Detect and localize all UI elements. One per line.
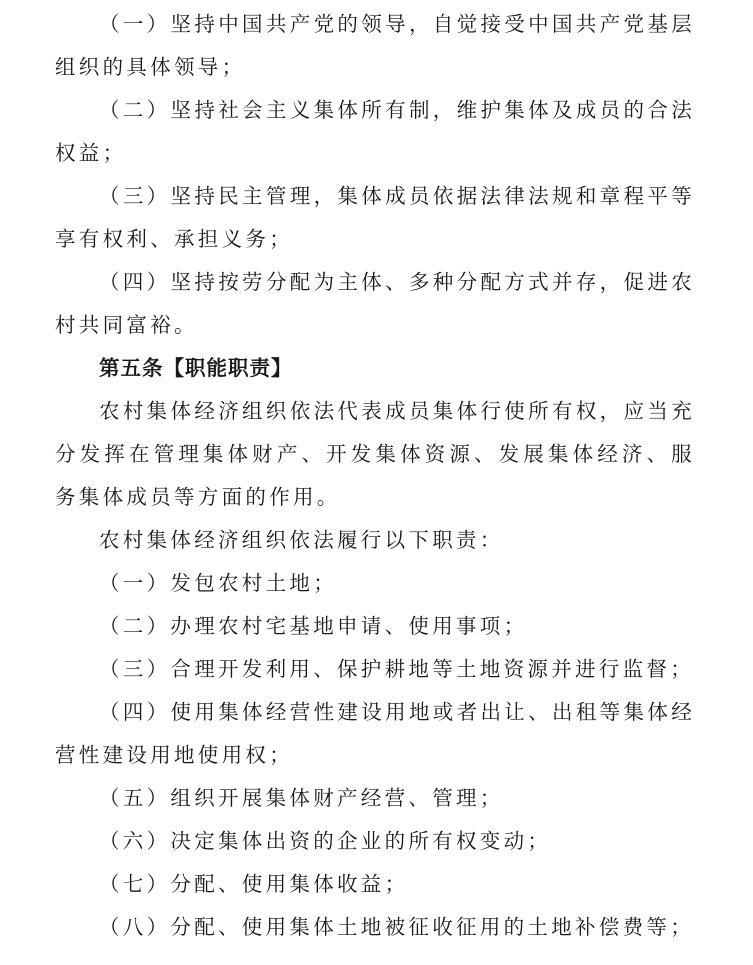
article-heading: 第五条【职能职责】 bbox=[99, 356, 293, 380]
duty-item-6: （六）决定集体出资的企业的所有权变动； bbox=[99, 829, 552, 853]
article-intro-paragraph: 农村集体经济组织依法代表成员集体行使所有权，应当充分发挥在管理集体财产、开发集体资源、发展集体经济、服务集体成员等方面的作用。 bbox=[55, 399, 695, 509]
duty-item-5: （五）组织开展集体财产经营、管理； bbox=[99, 786, 504, 810]
principle-item-1: （一）坚持中国共产党的领导，自觉接受中国共产党基层组织的具体领导； bbox=[55, 12, 695, 79]
duty-item-2: （二）办理农村宅基地申请、使用事项； bbox=[99, 614, 528, 638]
duties-intro-paragraph: 农村集体经济组织依法履行以下职责： bbox=[99, 528, 504, 552]
duty-item-4: （四）使用集体经营性建设用地或者出让、出租等集体经营性建设用地使用权； bbox=[55, 700, 695, 767]
principle-item-2: （二）坚持社会主义集体所有制，维护集体及成员的合法权益； bbox=[55, 98, 695, 165]
duty-item-8: （八）分配、使用集体土地被征收征用的土地补偿费等； bbox=[99, 915, 694, 939]
duty-item-3: （三）合理开发利用、保护耕地等土地资源并进行监督； bbox=[99, 657, 694, 681]
principle-item-4: （四）坚持按劳分配为主体、多种分配方式并存，促进农村共同富裕。 bbox=[55, 270, 695, 337]
duty-item-1: （一）发包农村土地； bbox=[99, 571, 337, 595]
principle-item-3: （三）坚持民主管理，集体成员依据法律法规和章程平等享有权利、承担义务； bbox=[55, 184, 695, 251]
duty-item-7: （七）分配、使用集体收益； bbox=[99, 872, 409, 896]
